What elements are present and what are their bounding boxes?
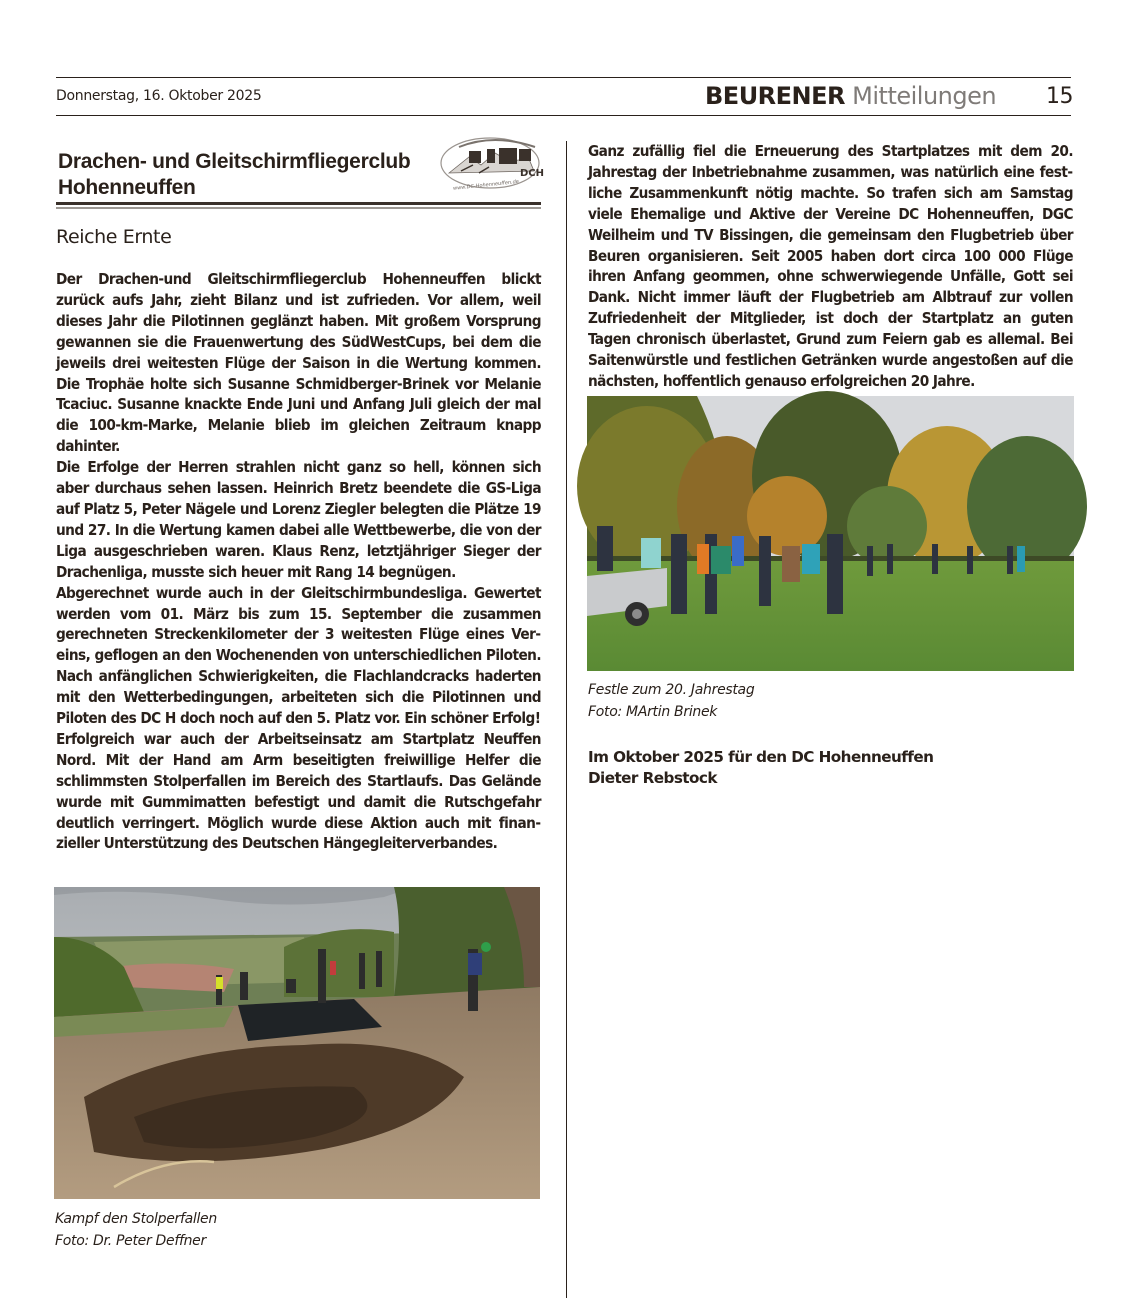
banner-rule-dark bbox=[56, 202, 541, 205]
photo-anniversary-party-image bbox=[587, 396, 1074, 671]
caption-credit: Foto: Dr. Peter Deffner bbox=[55, 1233, 206, 1249]
signature-author: Dieter Rebstock bbox=[588, 769, 717, 787]
club-name-line1: Drachen- und Gleitschirmfliegerclub bbox=[58, 150, 411, 173]
photo-caption-left bbox=[55, 1208, 217, 1252]
header-top-rule bbox=[56, 77, 1071, 78]
article-body-right bbox=[588, 141, 1073, 392]
caption-text: Kampf den Stolperfallen bbox=[55, 1211, 217, 1227]
article-body-left bbox=[56, 269, 541, 854]
paragraph: Abgerechnet wurde auch in der Gleitschirmbundesliga. Gewertet werden vom 01. März bis zum 15. September die zusammen gerechneten Streckenkilometer der 3 weitesten Flüge eines Vereins, geflogen an den Wochenenden von unterschiedlichen Piloten. Nach anfänglichen Schwierigkeiten, die Flachlandcracks haderten mit den Wetterbedingungen, arbeiteten sich die Pilotinnen und Piloten des DC H doch noch auf den 5. Platz vor. Ein schöner Erfolg! bbox=[56, 583, 541, 728]
banner-rule-gray bbox=[56, 207, 541, 209]
publication-sub: Mitteilungen bbox=[852, 82, 997, 110]
photo-caption-right bbox=[588, 679, 754, 723]
photo-work-party-image bbox=[54, 887, 540, 1199]
article-title: Reiche Ernte bbox=[56, 226, 172, 248]
article-signature bbox=[588, 747, 933, 789]
club-name bbox=[58, 149, 410, 201]
publication-title bbox=[705, 82, 996, 110]
page-number: 15 bbox=[1046, 84, 1073, 109]
photo-work-party bbox=[54, 887, 540, 1199]
signature-line: Im Oktober 2025 für den DC Hohenneuffen bbox=[588, 748, 934, 766]
paragraph: Ganz zufällig fiel die Erneuerung des Startplatzes mit dem 20. Jahrestag der Inbetriebnahme zusammen, was natürlich eine festliche Zusammenkunft nötig machte. So trafen sich am Samstag viele Ehemalige und Aktive der Vereine DC Hohenneuffen, DGC Weilheim und TV Bissingen, die gemeinsam den Flugbetrieb über Beuren organisieren. Seit 2005 haben dort circa 100 000 Flüge ihren Anfang geommen, ohne schwerwiegende Unfälle, Gott sei Dank. Nicht immer läuft der Flugbetrieb am Albtrauf zur vollen Zufriedenheit der Mitglieder, ist doch der Startplatz an guten Tagen chronisch überlastet, Grund zum Feiern gab es allemal. Bei Saitenwürstle und festlichen Getränken wurde angestoßen auf die nächsten, hoffentlich genauso erfolgreichen 20 Jahre. bbox=[588, 142, 1073, 390]
header-date: Donnerstag, 16. Oktober 2025 bbox=[56, 88, 262, 104]
paragraph: Erfolgreich war auch der Arbeitseinsatz am Startplatz Neuffen Nord. Mit der Hand am Arm beseitigten freiwillige Helfer die schlimmsten Stolperfallen im Bereich des Startlaufs. Das Gelände wurde mit Gummimatten befestigt und damit die Rutschgefahr deutlich verringert. Möglich wurde diese Aktion auch mit finanzieller Unterstützung des Deutschen Hängegleiterverbandes. bbox=[56, 729, 541, 853]
publication-brand: BEURENER bbox=[705, 82, 846, 110]
caption-text: Festle zum 20. Jahrestag bbox=[588, 682, 755, 698]
caption-credit: Foto: MArtin Brinek bbox=[588, 704, 718, 720]
club-logo-icon bbox=[439, 135, 545, 192]
column-divider bbox=[566, 141, 567, 1298]
club-logo-url: www.DC-Hohenneuffen.de bbox=[452, 178, 520, 192]
paragraph: Der Drachen-und Gleitschirmfliegerclub Hohenneuffen blickt zurück aufs Jahr, zieht Bilanz und ist zufrieden. Vor allem, weil dieses Jahr die Pilotinnen geglänzt haben. Mit großem Vorsprung gewannen sie die Frauenwertung des SüdWestCups, bei dem die jeweils drei weitesten Flüge der Saison in die Wertung kommen. Die Trophäe holte sich Susanne Schmidberger-Brinek vor Melanie Tcaciuc. Susanne knackte Ende Juni und Anfang Juli gleich der mal die 100-km-Marke, Melanie blieb im gleichen Zeitraum knapp dahinter. bbox=[56, 270, 541, 456]
photo-anniversary-party bbox=[587, 396, 1074, 671]
club-name-line2: Hohenneuffen bbox=[58, 176, 196, 199]
club-logo-text: DCH bbox=[520, 168, 545, 179]
paragraph: Die Erfolge der Herren strahlen nicht ganz so hell, können sich aber durchaus sehen lassen. Heinrich Bretz beendete die GS-Liga auf Platz 5, Peter Nägele und Lorenz Ziegler belegten die Plätze 19 und 27. In die Wertung kamen dabei alle Wettbewerbe, die von der Liga ausgeschrieben waren. Klaus Renz, letztjähriger Sieger der Drachenliga, musste sich heuer mit Rang 14 begnügen. bbox=[56, 458, 541, 581]
header-bottom-rule bbox=[56, 115, 1071, 116]
club-banner bbox=[56, 135, 545, 210]
